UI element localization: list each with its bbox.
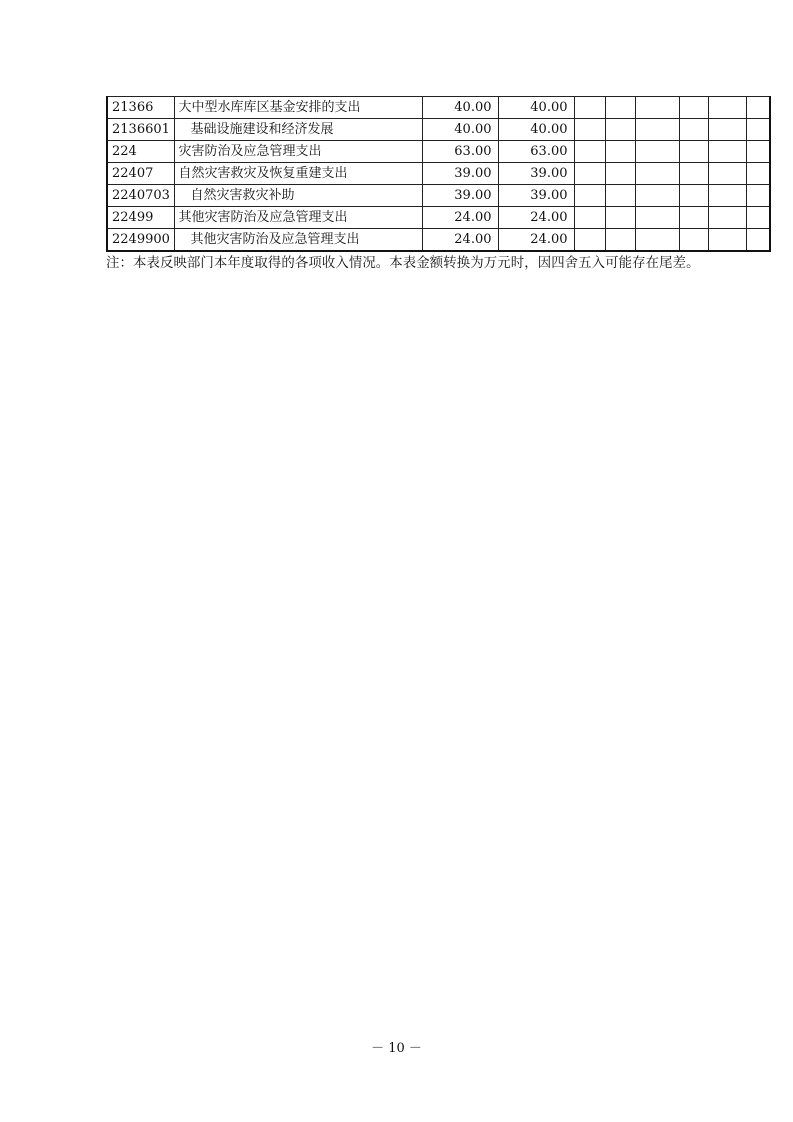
amount-cell: 40.00 [498, 119, 574, 141]
empty-cell [679, 207, 708, 229]
amount-cell: 39.00 [422, 185, 498, 207]
empty-cell [605, 207, 635, 229]
code-cell: 22499 [107, 207, 174, 229]
amount-cell: 63.00 [422, 141, 498, 163]
empty-cell [605, 141, 635, 163]
empty-cell [574, 119, 605, 141]
table-row [107, 141, 770, 163]
empty-cell [746, 229, 770, 252]
empty-cell [605, 119, 635, 141]
empty-cell [605, 163, 635, 185]
empty-cell [746, 97, 770, 119]
code-cell: 2240703 [107, 185, 174, 207]
amount-cell: 39.00 [498, 185, 574, 207]
name-cell: 其他灾害防治及应急管理支出 [174, 229, 422, 252]
empty-cell [746, 163, 770, 185]
code-cell: 21366 [107, 97, 174, 119]
empty-cell [635, 119, 679, 141]
name-cell: 大中型水库库区基金安排的支出 [174, 97, 422, 119]
empty-cell [635, 163, 679, 185]
empty-cell [746, 141, 770, 163]
empty-cell [605, 97, 635, 119]
amount-cell: 24.00 [422, 229, 498, 252]
empty-cell [679, 163, 708, 185]
amount-cell: 39.00 [498, 163, 574, 185]
code-cell: 2136601 [107, 119, 174, 141]
empty-cell [746, 185, 770, 207]
table-row [107, 207, 770, 229]
empty-cell [708, 97, 746, 119]
page-number: － 10 － [371, 1041, 422, 1056]
empty-cell [708, 185, 746, 207]
empty-cell [605, 185, 635, 207]
amount-cell: 24.00 [498, 229, 574, 252]
table-row [107, 185, 770, 207]
code-cell: 22407 [107, 163, 174, 185]
name-cell: 自然灾害救灾补助 [174, 185, 422, 207]
income-table [106, 96, 771, 252]
amount-cell: 63.00 [498, 141, 574, 163]
amount-cell: 39.00 [422, 163, 498, 185]
table-row [107, 229, 770, 252]
empty-cell [708, 207, 746, 229]
table-row [107, 97, 770, 119]
empty-cell [708, 163, 746, 185]
empty-cell [679, 185, 708, 207]
table-row [107, 163, 770, 185]
table-row [107, 119, 770, 141]
amount-cell: 40.00 [422, 97, 498, 119]
amount-cell: 24.00 [498, 207, 574, 229]
amount-cell: 24.00 [422, 207, 498, 229]
empty-cell [746, 119, 770, 141]
empty-cell [635, 207, 679, 229]
empty-cell [708, 141, 746, 163]
name-cell: 其他灾害防治及应急管理支出 [174, 207, 422, 229]
empty-cell [605, 229, 635, 252]
amount-cell: 40.00 [498, 97, 574, 119]
empty-cell [679, 141, 708, 163]
amount-cell: 40.00 [422, 119, 498, 141]
code-cell: 224 [107, 141, 174, 163]
empty-cell [574, 229, 605, 252]
empty-cell [679, 97, 708, 119]
empty-cell [679, 119, 708, 141]
empty-cell [708, 229, 746, 252]
name-cell: 基础设施建设和经济发展 [174, 119, 422, 141]
empty-cell [574, 163, 605, 185]
empty-cell [574, 207, 605, 229]
empty-cell [746, 207, 770, 229]
empty-cell [635, 141, 679, 163]
empty-cell [708, 119, 746, 141]
income-table-section [106, 96, 769, 252]
name-cell: 自然灾害救灾及恢复重建支出 [174, 163, 422, 185]
code-cell: 2249900 [107, 229, 174, 252]
table-note: 注：本表反映部门本年度取得的各项收入情况。本表金额转换为万元时，因四舍五入可能存在尾差。 [106, 256, 700, 271]
empty-cell [635, 229, 679, 252]
empty-cell [574, 141, 605, 163]
empty-cell [679, 229, 708, 252]
empty-cell [574, 185, 605, 207]
name-cell: 灾害防治及应急管理支出 [174, 141, 422, 163]
empty-cell [574, 97, 605, 119]
empty-cell [635, 185, 679, 207]
empty-cell [635, 97, 679, 119]
income-table-body [107, 97, 770, 252]
